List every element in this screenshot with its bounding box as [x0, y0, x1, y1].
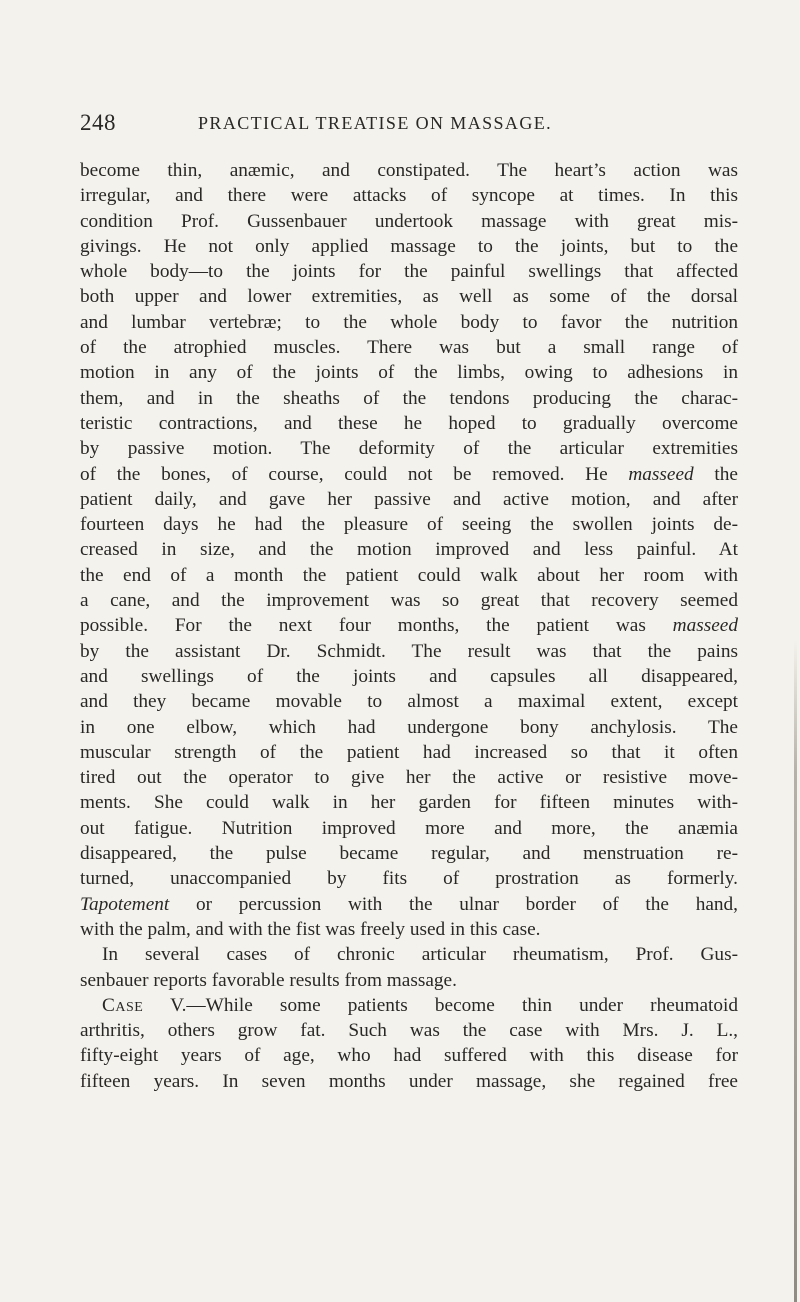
text-line: the end of a month the patient could walk about her room with: [80, 564, 738, 586]
italic-word: masseed: [672, 615, 738, 637]
text-segment: or percussion with the ulnar border of the hand,: [169, 893, 738, 915]
text-line: tired out the operator to give her the active or resistive move-: [80, 767, 738, 789]
text-line: by the assistant Dr. Schmidt. The result was that the pains: [80, 640, 738, 662]
running-title: PRACTICAL TREATISE ON MASSAGE.: [198, 113, 553, 133]
text-line-with-italic: [80, 892, 738, 917]
page-number: 248: [80, 110, 116, 135]
text-line: fifty-eight years of age, who had suffered with this disease for: [80, 1045, 738, 1067]
text-line: become thin, anæmic, and constipated. The heart’s action was: [80, 160, 738, 181]
text-line: givings. He not only applied massage to the joints, but to the: [80, 235, 738, 257]
text-line: and swellings of the joints and capsules all disappeared,: [80, 665, 738, 687]
text-line: irregular, and there were attacks of syncope at times. In this: [80, 185, 738, 207]
text-line: muscular strength of the patient had increased so that it often: [80, 741, 738, 763]
text-line: creased in size, and the motion improved and less painful. At: [80, 539, 738, 561]
text-line: in one elbow, which had undergone bony anchylosis. The: [80, 716, 738, 738]
text-line: a cane, and the improvement was so great that recovery seemed: [80, 590, 738, 612]
text-line: arthritis, others grow fat. Such was the case with Mrs. J. L.,: [80, 1020, 738, 1042]
text-line: and lumbar vertebræ; to the whole body to favor the nutrition: [80, 311, 738, 333]
text-line-with-italic: [80, 462, 738, 487]
text-line: ments. She could walk in her garden for fifteen minutes with-: [80, 792, 738, 814]
body-text: [80, 158, 738, 1094]
text-line: motion in any of the joints of the limbs, owing to adhesions in: [80, 362, 738, 384]
text-line: with the palm, and with the fist was freely used in this case.: [80, 918, 541, 940]
text-segment: the: [693, 463, 738, 485]
text-line: disappeared, the pulse became regular, and menstruation re-: [80, 843, 738, 865]
text-segment: .—While some patients become thin under rheumatoid: [181, 994, 738, 1016]
page-header: [0, 110, 800, 140]
case-label: Case: [102, 994, 144, 1016]
text-line: out fatigue. Nutrition improved more and more, the anæmia: [80, 817, 738, 839]
text-line-with-italic: [80, 613, 738, 638]
text-line: fifteen years. In seven months under massage, she regained free: [80, 1070, 738, 1092]
text-line: patient daily, and gave her passive and active motion, and after: [80, 488, 738, 510]
text-line: and they became movable to almost a maximal extent, except: [80, 691, 738, 713]
text-line: turned, unaccompanied by fits of prostration as formerly.: [80, 868, 738, 890]
page-edge-shadow: [794, 640, 797, 1302]
text-line: condition Prof. Gussenbauer undertook massage with great mis-: [80, 210, 738, 232]
text-line: teristic contractions, and these he hoped to gradually overcome: [80, 412, 738, 434]
text-segment: possible. For the next four months, the patient was: [80, 615, 673, 637]
text-line: both upper and lower extremities, as well as some of the dorsal: [80, 286, 738, 308]
italic-word: Tapotement: [80, 893, 170, 915]
case-number: V: [170, 994, 182, 1016]
text-line: them, and in the sheaths of the tendons producing the charac-: [80, 387, 738, 409]
text-line: fourteen days he had the pleasure of seeing the swollen joints de-: [80, 514, 738, 536]
text-line: senbauer reports favorable results from massage.: [80, 969, 457, 991]
italic-word: masseed: [628, 463, 694, 485]
text-line: of the atrophied muscles. There was but a small range of: [80, 337, 738, 359]
text-line: In several cases of chronic articular rheumatism, Prof. Gus-: [102, 944, 738, 966]
text-segment: of the bones, of course, could not be removed. He: [80, 463, 629, 485]
text-line: by passive motion. The deformity of the articular extremities: [80, 438, 738, 460]
text-line: whole body—to the joints for the painful swellings that affected: [80, 261, 738, 283]
case-heading-line: [80, 993, 738, 1018]
